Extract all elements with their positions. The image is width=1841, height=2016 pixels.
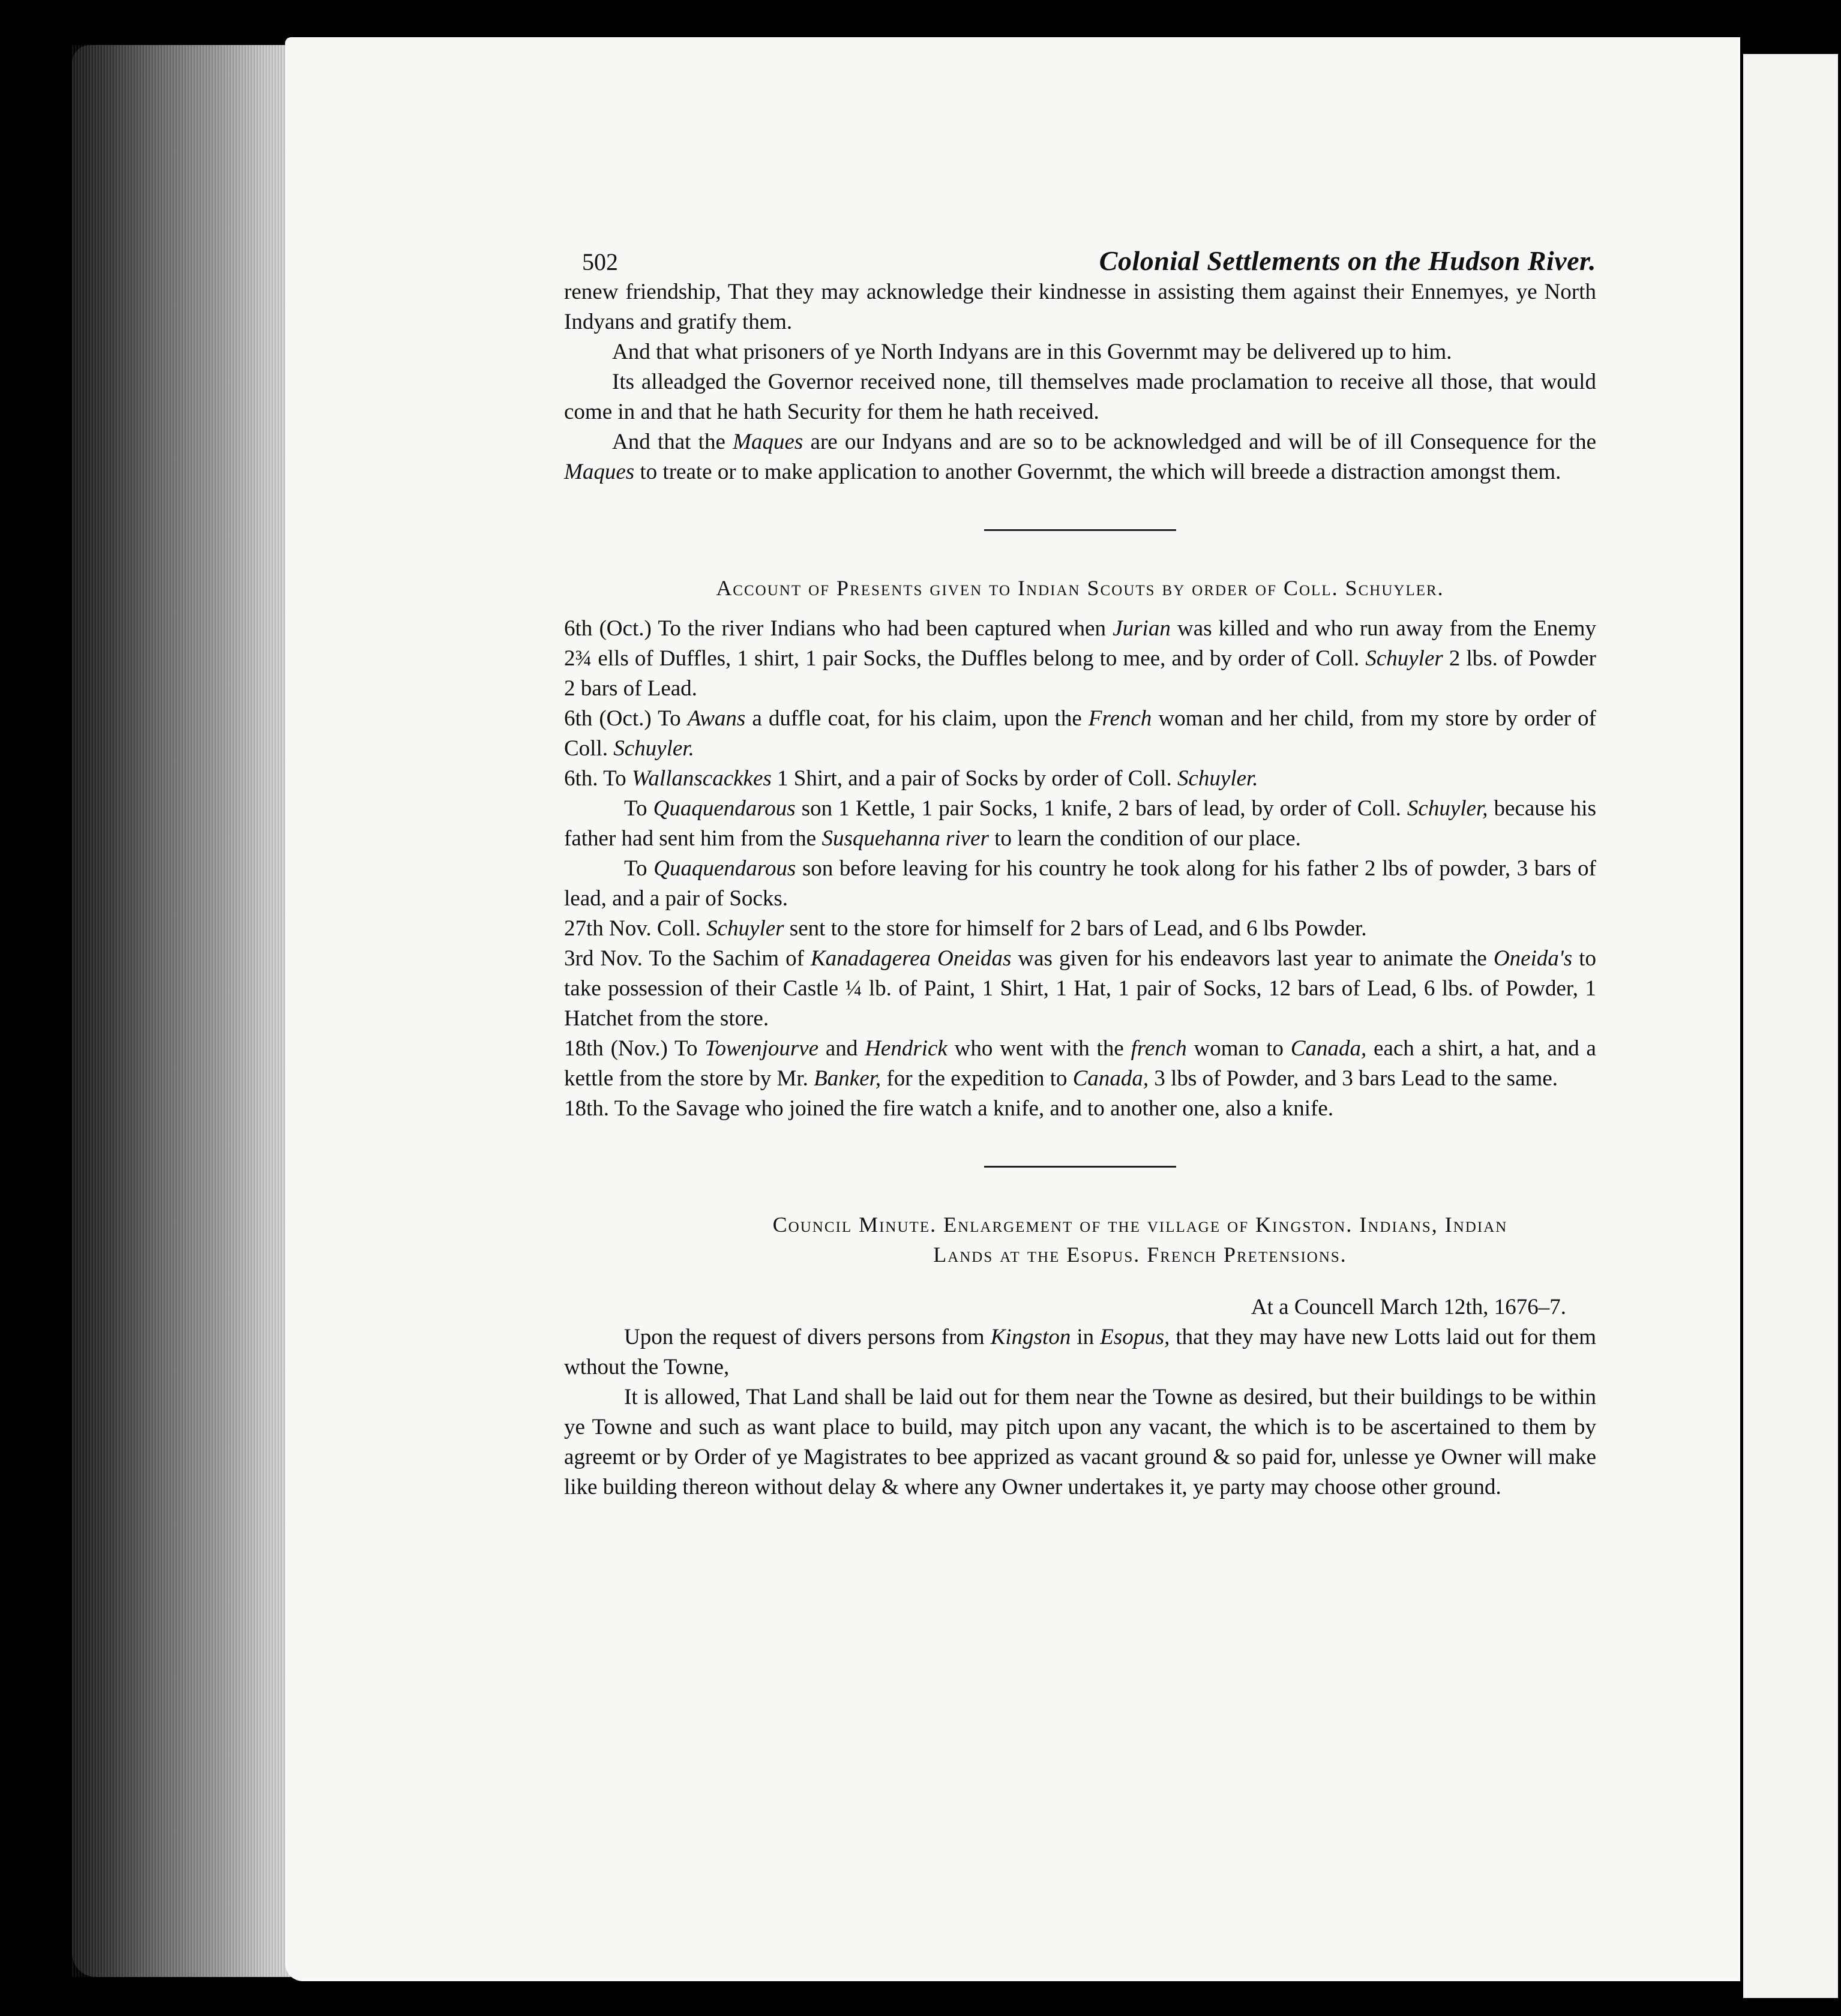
entry: 6th (Oct.) To the river Indians who had been captured when Jurian was killed and who run away from the Enemy 2¾ ells of Duffles, 1 shirt, 1 pair Socks, the Duffles belong to mee, and by order of Coll. Schuyler 2 lbs. of Powder 2 bars of Lead.: [564, 616, 1596, 701]
paragraph: It is allowed, That Land shall be laid out for them near the Towne as desired, but their buildings to be within ye Towne and such as want place to build, may pitch upon any vacant, the which is to be ascertained to them by agreemt or by Order of ye Magistrates to bee apprized as vacant ground & so paid for, unlesse ye Owner will make like building thereon without delay & where any Owner undertakes it, ye party may choose other ground.: [564, 1385, 1596, 1499]
running-title: Colonial Settlements on the Hudson River.: [1099, 245, 1596, 276]
entry: To Quaquendarous son 1 Kettle, 1 pair Socks, 1 knife, 2 bars of lead, by order of Coll. Schuyler, because his father had sent him from the Susquehanna river to learn the condition of our place.: [564, 796, 1596, 851]
section-heading: Account of Presents given to Indian Scouts by order of Coll. Schuyler.: [716, 576, 1444, 600]
facing-page-strip: [1743, 54, 1838, 1998]
entry: 18th. To the Savage who joined the fire watch a knife, and to another one, also a knife.: [564, 1096, 1334, 1121]
page-content: [564, 240, 1596, 1502]
entry: 18th (Nov.) To Towenjourve and Hendrick who went with the french woman to Canada, each a shirt, a hat, and a kettle from the store by Mr. Banker, for the expedition to Canada, 3 lbs of Powder, and 3 bars Lead to the same.: [564, 1036, 1596, 1091]
paragraph: And that what prisoners of ye North Indyans are in this Governmt may be delivered up to him.: [612, 340, 1452, 364]
paragraph: Its alleadged the Governor received none, till themselves made proclamation to receive all those, that would come in and that he hath Security for them he hath received.: [564, 370, 1596, 424]
page-number: 502: [582, 248, 618, 275]
entry: 3rd Nov. To the Sachim of Kanadagerea Oneidas was given for his endeavors last year to animate the Oneida's to take possession of their Castle ¼ lb. of Paint, 1 Shirt, 1 Hat, 1 pair of Socks, 12 bars of Lead, 6 lbs. of Powder, 1 Hatchet from the store.: [564, 946, 1597, 1031]
section-divider: [984, 1166, 1176, 1168]
entry: 27th Nov. Coll. Schuyler sent to the store for himself for 2 bars of Lead, and 6 lbs Powder.: [564, 916, 1367, 941]
paragraph: And that the Maques are our Indyans and are so to be acknowledged and will be of ill Consequence for the Maques to treate or to make application to another Governmt, the which will breede a distraction amongst them.: [564, 430, 1597, 484]
section-heading: Council Minute. Enlargement of the village of Kingston. Indians, Indian: [772, 1213, 1508, 1237]
running-head: [564, 246, 1596, 277]
book-page-edges: [72, 45, 294, 1977]
entry: 6th (Oct.) To Awans a duffle coat, for his claim, upon the French woman and her child, from my store by order of Coll. Schuyler.: [564, 706, 1596, 761]
paragraph: Upon the request of divers persons from Kingston in Esopus, that they may have new Lotts laid out for them wthout the Towne,: [564, 1325, 1596, 1379]
entry: 6th. To Wallanscackkes 1 Shirt, and a pair of Socks by order of Coll. Schuyler.: [564, 766, 1258, 791]
section-council-minute: [564, 1210, 1596, 1502]
section-heading: Lands at the Esopus. French Pretensions.: [933, 1243, 1347, 1267]
section-indian-relations: [564, 277, 1596, 487]
section-account-of-presents: [564, 573, 1596, 1124]
paragraph: renew friendship, That they may acknowledge their kindnesse in assisting them against their Ennemyes, ye North Indyans and gratify them.: [564, 280, 1596, 334]
section-divider: [984, 529, 1176, 531]
dateline: At a Councell March 12th, 1676–7.: [1251, 1295, 1566, 1319]
entry: To Quaquendarous son before leaving for his country he took along for his father 2 lbs of powder, 3 bars of lead, and a pair of Socks.: [564, 856, 1596, 911]
